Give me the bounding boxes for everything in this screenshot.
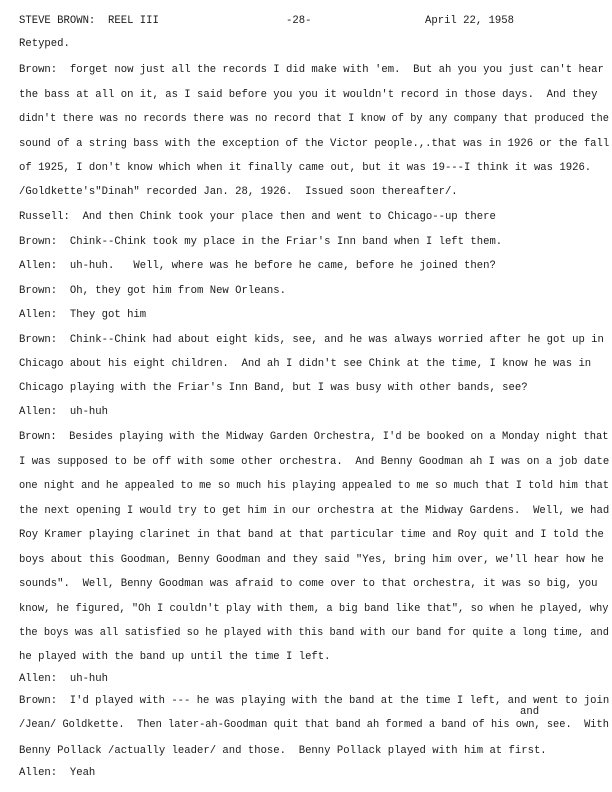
transcript-line: didn't there was no records there was no record that I know of by any company that produced the bbox=[19, 113, 609, 125]
transcript-line: the boys was all satisfied so he played with this band with our band for quite a long time, and bbox=[19, 627, 609, 639]
transcript-line: sounds". Well, Benny Goodman was afraid to come over to that orchestra, it was so big, you bbox=[19, 578, 598, 590]
header-title: STEVE BROWN: REEL III bbox=[19, 15, 159, 27]
transcript-line: Brown: Chink--Chink took my place in the Friar's Inn band when I left them. bbox=[19, 236, 503, 248]
transcript-line: Chicago about his eight children. And ah I didn't see Chink at the time, I know he was in bbox=[19, 358, 592, 370]
header-date: April 22, 1958 bbox=[425, 15, 515, 27]
transcript-line: Allen: Yeah bbox=[19, 767, 96, 779]
interlinear-insert: and bbox=[520, 706, 540, 718]
transcript-line: Allen: uh-huh bbox=[19, 673, 109, 685]
transcript-line: Russell: And then Chink took your place then and went to Chicago--up there bbox=[19, 211, 496, 223]
transcript-line: one night and he appealed to me so much his playing appealed to me so much that I told him that bbox=[19, 480, 609, 492]
transcript-line: Allen: They got him bbox=[19, 309, 147, 321]
transcript-line: Allen: uh-huh bbox=[19, 406, 109, 418]
transcript-line: /Goldkette's"Dinah" recorded Jan. 28, 1926. Issued soon thereafter/. bbox=[19, 186, 458, 198]
transcript-line: Brown: forget now just all the records I did make with 'em. But ah you you just can't hear bbox=[19, 64, 604, 76]
page-number: -28- bbox=[286, 15, 312, 27]
transcript-line: sound of a string bass with the exception of the Victor people.,.that was in 1926 or the fall bbox=[19, 138, 610, 150]
transcript-line: Brown: I'd played with --- he was playing with the band at the time I left, and went to join bbox=[19, 695, 610, 707]
transcript-line: the next opening I would try to get him in our orchestra at the Midway Gardens. Well, we had bbox=[19, 505, 610, 517]
transcript-line: Brown: Chink--Chink had about eight kids, see, and he was always worried after he got up in bbox=[19, 334, 604, 346]
transcript-line: Chicago playing with the Friar's Inn Band, but I was busy with other bands, see? bbox=[19, 382, 528, 394]
transcript-line: know, he figured, "Oh I couldn't play with them, a big band like that", so when he played, why bbox=[19, 603, 609, 615]
transcript-line: Roy Kramer playing clarinet in that band at that particular time and Roy quit and I told the bbox=[19, 529, 604, 541]
transcript-line: boys about this Goodman, Benny Goodman and they said "Yes, bring him over, we'll hear how he bbox=[19, 554, 604, 566]
transcript-line: Brown: Oh, they got him from New Orleans. bbox=[19, 285, 287, 297]
transcript-line: Brown: Besides playing with the Midway Garden Orchestra, I'd be booked on a Monday night that bbox=[19, 431, 609, 443]
transcript-line: Benny Pollack /actually leader/ and those. Benny Pollack played with him at first. bbox=[19, 745, 547, 757]
page-header bbox=[19, 14, 609, 28]
transcript-line: /Jean/ Goldkette. Then later-ah-Goodman quit that band ah formed a band of his own, see. With bbox=[19, 719, 609, 731]
transcript-line: he played with the band up until the time I left. bbox=[19, 651, 331, 663]
transcript-line: the bass at all on it, as I said before you you it wouldn't record in those days. And they bbox=[19, 89, 598, 101]
transcript-line: of 1925, I don't know which when it finally came out, but it was 19---I think it was 1926. bbox=[19, 162, 592, 174]
transcript-line: Allen: uh-huh. Well, where was he before he came, before he joined then? bbox=[19, 260, 496, 272]
transcript-line: Retyped. bbox=[19, 38, 70, 50]
transcript-line: I was supposed to be off with some other orchestra. And Benny Goodman ah I was on a job date bbox=[19, 456, 610, 468]
